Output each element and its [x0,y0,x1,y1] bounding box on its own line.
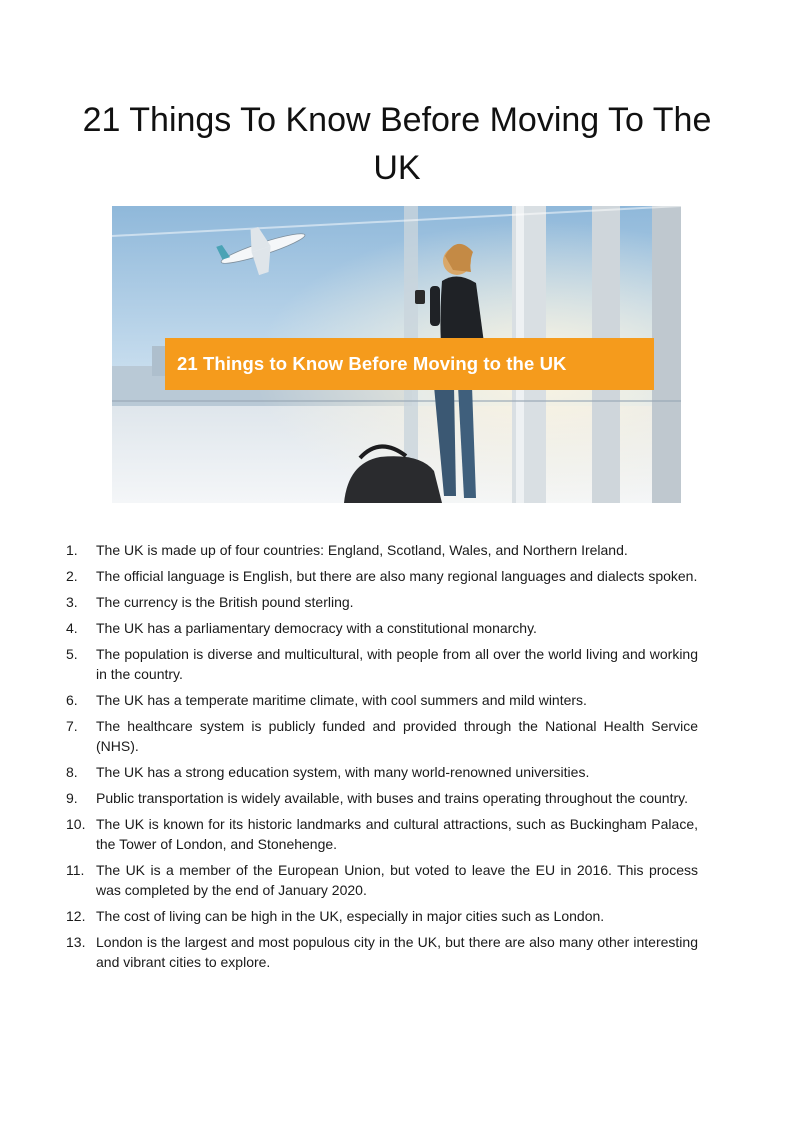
list-item-number-text: 9. [66,790,78,806]
list-item-number [60,788,96,808]
list-item [60,690,698,710]
list-item-number [60,566,96,586]
list-item [60,566,698,586]
list-item-number [60,762,96,782]
list-item-text: The UK is known for its historic landmarks and cultural attractions, such as Buckingham Palace, the Tower of London, and Stonehenge. [96,816,698,852]
list-item-number [60,592,96,612]
hero-banner [165,338,654,390]
list-item-number [60,932,96,972]
list-item [60,762,698,782]
list-item-number-text: 6. [66,692,78,708]
facts-list [60,540,698,978]
list-item [60,860,698,900]
list-item-number [60,716,96,756]
list-item-number-text: 2. [66,568,78,584]
list-item-number-text: 10. [66,816,86,832]
list-item-number-text: 8. [66,764,78,780]
list-item-number [60,618,96,638]
list-item-number-text: 1. [66,542,78,558]
list-item [60,618,698,638]
list-item [60,814,698,854]
list-item [60,788,698,808]
hero-image [112,206,681,503]
list-item [60,906,698,926]
list-item-text: The UK is a member of the European Union, but voted to leave the EU in 2016. This process was completed by the end of January 2020. [96,862,698,898]
list-item-number-text: 5. [66,646,78,662]
list-item-number [60,690,96,710]
list-item-text: London is the largest and most populous city in the UK, but there are also many other interesting and vibrant cities to explore. [96,934,698,970]
list-item [60,592,698,612]
list-item [60,716,698,756]
list-item-number-text: 13. [66,934,86,950]
list-item-text: The healthcare system is publicly funded and provided through the National Health Service (NHS). [96,718,698,754]
list-item [60,932,698,972]
list-item-number [60,814,96,854]
list-item-text: The UK has a strong education system, with many world-renowned universities. [96,764,590,780]
list-item-text: The UK has a temperate maritime climate, with cool summers and mild winters. [96,692,587,708]
list-item-text: The cost of living can be high in the UK, especially in major cities such as London. [96,908,605,924]
list-item [60,644,698,684]
list-item-text: The official language is English, but there are also many regional languages and dialects spoken. [96,568,698,584]
list-item-number [60,644,96,684]
page-title: 21 Things To Know Before Moving To The UK [82,101,712,187]
list-item-number-text: 12. [66,908,86,924]
list-item [60,540,698,560]
list-item-text: The population is diverse and multicultural, with people from all over the world living and working in the country. [96,646,698,682]
list-item-number-text: 11. [66,862,85,878]
list-item-text: The currency is the British pound sterling. [96,594,354,610]
list-item-number-text: 7. [66,718,78,734]
list-item-text: Public transportation is widely available, with buses and trains operating throughout the country. [96,790,688,806]
list-item-number [60,540,96,560]
list-item-number-text: 4. [66,620,78,636]
list-item-text: The UK has a parliamentary democracy with a constitutional monarchy. [96,620,537,636]
list-item-text: The UK is made up of four countries: England, Scotland, Wales, and Northern Ireland. [96,542,628,558]
hero-banner-text: 21 Things to Know Before Moving to the UK [177,353,567,374]
list-item-number [60,906,96,926]
list-item-number-text: 3. [66,594,78,610]
list-item-number [60,860,96,900]
